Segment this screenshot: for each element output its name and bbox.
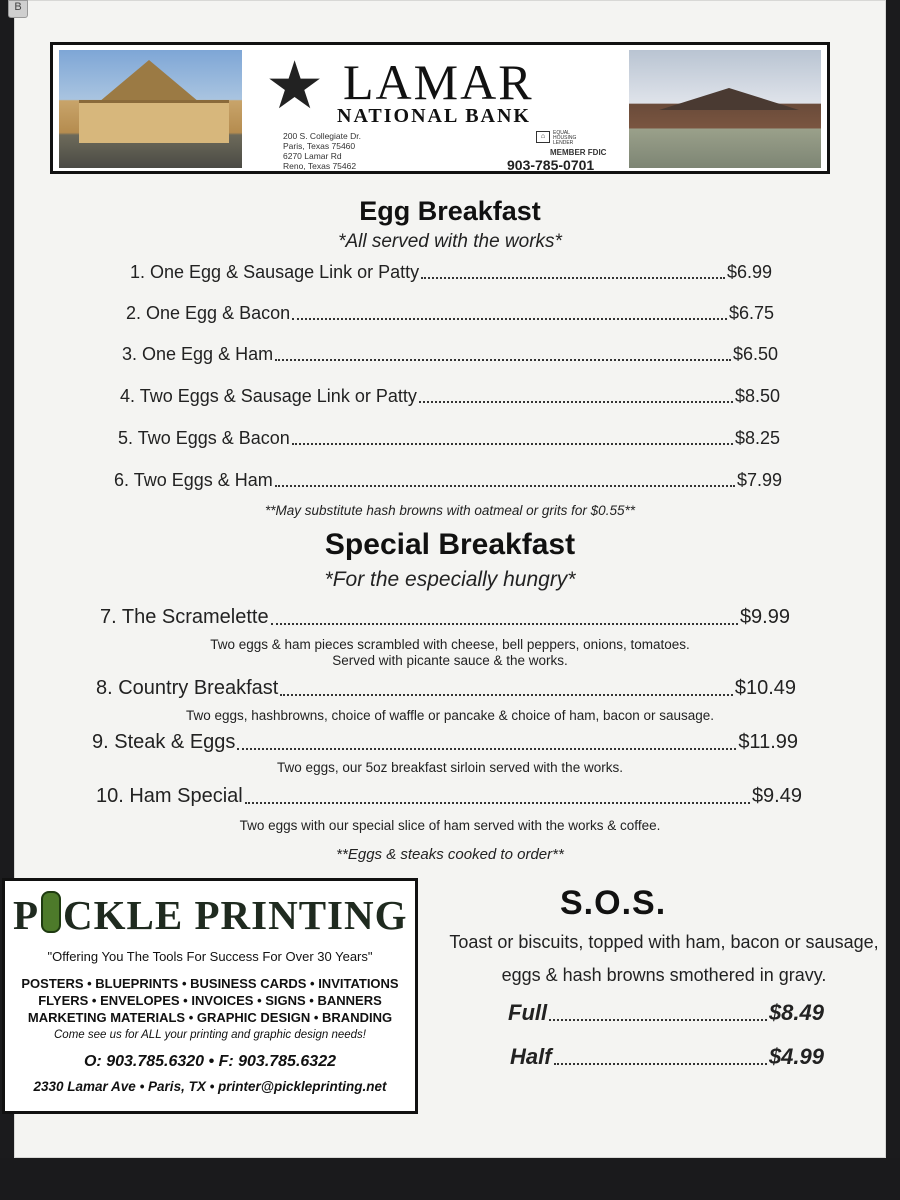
egg-breakfast-title: Egg Breakfast — [359, 196, 541, 226]
equal-housing-icon: ⌂ — [536, 131, 550, 143]
bank-address: 200 S. Collegiate Dr. Paris, Texas 75460 6270 Lamar Rd Reno, Texas 75462 — [283, 131, 361, 171]
special-breakfast-title: Special Breakfast — [324, 528, 576, 561]
item-description: Two eggs, our 5oz breakfast sirloin served with the works. — [277, 760, 623, 775]
menu-item: 9. Steak & Eggs $11.99 — [92, 731, 798, 753]
star-icon: ★ — [265, 47, 325, 124]
menu-item: 10. Ham Special $9.49 — [96, 785, 802, 807]
bank-name: LAMAR — [343, 54, 534, 110]
item-description: Served with picante sauce & the works. — [332, 653, 568, 668]
pickle-printing-advertisement — [2, 878, 418, 1114]
binder-tab: B — [8, 0, 28, 18]
special-breakfast-subtitle: *For the especially hungry* — [324, 568, 576, 591]
bank-building-photo-left — [59, 50, 242, 168]
egg-breakfast-subtitle: *All served with the works* — [338, 231, 562, 252]
bank-advertisement — [50, 42, 830, 174]
sos-option-half: Half $4.99 — [510, 1044, 824, 1069]
pickle-phone: O: 903.785.6320 • F: 903.785.6322 — [83, 1053, 336, 1070]
special-breakfast-note: **Eggs & steaks cooked to order** — [336, 846, 564, 863]
bank-logo — [265, 47, 625, 127]
bank-phone: 903-785-0701 — [507, 157, 595, 173]
menu-item: 8. Country Breakfast $10.49 — [96, 677, 796, 699]
bank-building-photo-right — [629, 50, 821, 168]
item-description: Two eggs, hashbrowns, choice of waffle or pancake & choice of ham, bacon or sausage. — [185, 708, 715, 723]
member-fdic: MEMBER FDIC — [550, 148, 607, 157]
menu-item: 3. One Egg & Ham $6.50 — [122, 344, 778, 364]
menu-item: 2. One Egg & Bacon $6.75 — [126, 303, 774, 323]
menu-item: 1. One Egg & Sausage Link or Patty $6.99 — [130, 262, 772, 282]
menu-item: 7. The Scramelette $9.99 — [100, 606, 790, 628]
pickle-icon — [41, 891, 61, 933]
equal-housing-text: EQUAL HOUSING LENDER — [553, 130, 577, 146]
bank-subtitle: NATIONAL BANK — [337, 105, 531, 127]
pickle-call-to-action: Come see us for ALL your printing and graphic design needs! — [54, 1029, 366, 1041]
pickle-tagline: "Offering You The Tools For Success For Over 30 Years" — [47, 949, 373, 964]
item-description: Two eggs with our special slice of ham served with the works & coffee. — [239, 818, 661, 833]
menu-item: 6. Two Eggs & Ham $7.99 — [114, 470, 782, 490]
binder-edge — [0, 1158, 900, 1200]
menu-item: 4. Two Eggs & Sausage Link or Patty $8.50 — [120, 386, 780, 406]
pickle-services: POSTERS • BLUEPRINTS • BUSINESS CARDS • INVITATIONS FLYERS • ENVELOPES • INVOICES • SIGNS • BANNERS MARKETING MATERIALS • GRAPHIC DESIGN • BRANDING — [21, 976, 399, 1025]
sos-title: S.O.S. — [560, 884, 667, 922]
item-description: Two eggs & ham pieces scrambled with cheese, bell peppers, onions, tomatoes. — [210, 637, 690, 652]
sos-description: Toast or biscuits, topped with ham, bacon or sausage, eggs & hash browns smothered in gravy. — [449, 932, 879, 985]
pickle-printing-logo: P CKLE PRINTING — [13, 892, 408, 938]
egg-breakfast-note: **May substitute hash browns with oatmeal or grits for $0.55** — [265, 503, 635, 518]
menu-item: 5. Two Eggs & Bacon $8.25 — [118, 428, 780, 448]
sos-option-full: Full $8.49 — [508, 1000, 824, 1025]
pickle-address: 2330 Lamar Ave • Paris, TX • printer@pickleprinting.net — [33, 1079, 387, 1094]
